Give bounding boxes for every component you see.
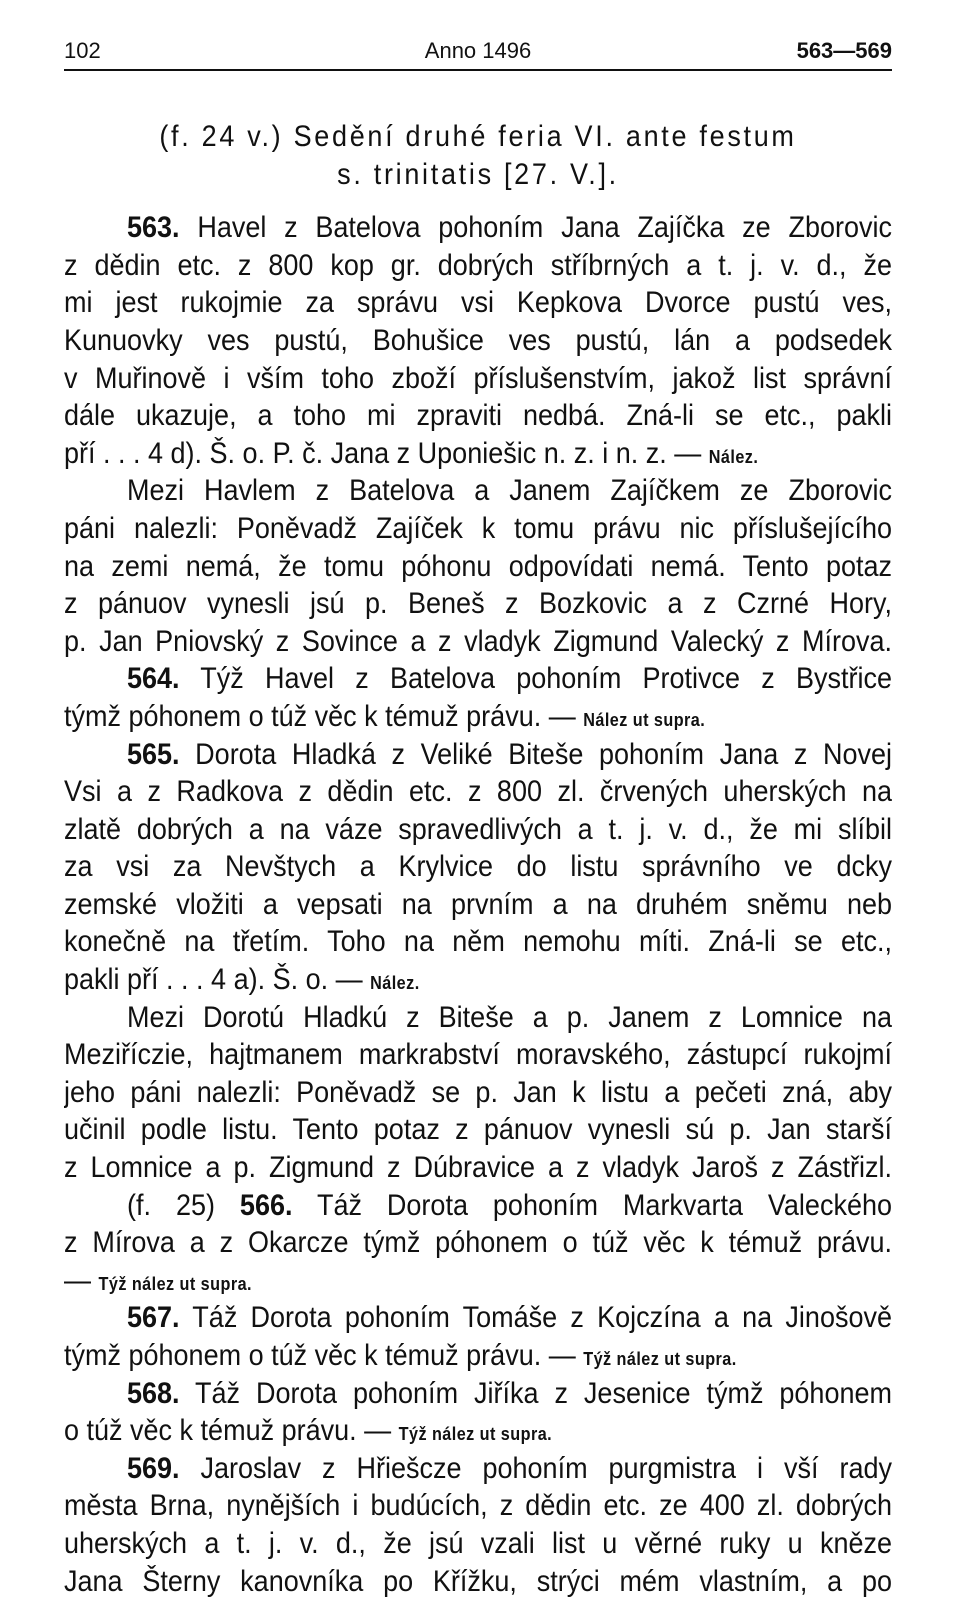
text-line: učinil podle listu. Tento potaz z pánuov vynesli sú p. Jan starší <box>64 1113 892 1147</box>
text-run: Jaroslav z Hřiešcze pohoním purgmistra i vší rady <box>200 1451 892 1485</box>
text-line: zemské vložiti a vepsati na prvním a na druhém sněmu neb <box>64 887 892 921</box>
entry-566-line <box>64 1187 892 1225</box>
text-line: Kunuovky ves pustú, Bohušice ves pustú, lán a podsedek <box>64 323 892 357</box>
entry-number: 566. <box>239 1188 293 1222</box>
text-line: z Lomnice a p. Zigmund z Dúbravice a z vladyk Jaroš z Zástřizl. <box>64 1151 892 1185</box>
text-line: Vsi a z Radkova z dědin etc. z 800 zl. črvených uherských na <box>64 775 892 809</box>
running-head <box>64 36 892 66</box>
entry-number: 564. <box>127 662 180 696</box>
text-line: mi jest rukojmie za správu vsi Kepkova Dvorce pustú ves, <box>64 286 892 320</box>
text-line: města Brna, nynějších i budúcích, z dědin etc. ze 400 zl. dobrých <box>64 1489 892 1523</box>
text-line <box>64 435 892 473</box>
text-line <box>64 1262 892 1300</box>
verdict-label: Týž nález ut supra. <box>583 1349 737 1369</box>
entry-number: 565. <box>127 737 180 771</box>
text-line: Mezi Havlem z Batelova a Janem Zajíčkem ze Zborovic <box>127 474 892 508</box>
session-heading-line-2: s. trinitatis [27. V.]. <box>337 157 619 191</box>
header-rule <box>64 69 892 71</box>
entry-number: 567. <box>127 1301 180 1335</box>
entry-564-line <box>64 660 892 698</box>
entry-number: 563. <box>127 211 180 245</box>
text-run: Táž Dorota pohoním Jiříka z Jesenice týmž póhonem <box>195 1376 892 1410</box>
running-title-year: Anno 1496 <box>424 38 532 63</box>
entry-number: 569. <box>127 1451 180 1485</box>
entry-567-line <box>64 1299 892 1337</box>
text-run: Dorota Hladká z Veliké Biteše pohoním Jana z Novej <box>195 737 892 771</box>
entry-number: 568. <box>127 1376 180 1410</box>
entry-range: 563—569 <box>796 38 892 63</box>
entry-563-line <box>64 209 892 247</box>
entry-565-line <box>64 736 892 774</box>
text-run: pakli pří . . . 4 a). Š. o. — <box>64 963 363 997</box>
text-line: jeho páni nalezli: Poněvadž se p. Jan k listu a pečeti zná, aby <box>64 1075 892 1109</box>
text-run: Týž Havel z Batelova pohoním Protivce z Bystřice <box>200 662 892 696</box>
text-line: na zemi nemá, že tomu póhonu odpovídati nemá. Tento potaz <box>64 549 892 583</box>
text-line <box>64 698 892 736</box>
text-line: za vsi za Nevštych a Krylvice do listu správního ve dcky <box>64 850 892 884</box>
text-run: týmž póhonem o túž věc k témuž právu. — <box>64 1339 576 1372</box>
verdict-label: Týž nález ut supra. <box>398 1424 553 1445</box>
text-line <box>64 1412 892 1450</box>
page-body <box>64 118 892 1600</box>
spacer <box>64 193 892 209</box>
verdict-label: Nález ut supra. <box>583 709 706 730</box>
entry-568-line <box>64 1375 892 1413</box>
text-line: uherských a t. j. v. d., že jsú vzali list u věrné ruky u kněze <box>64 1526 892 1560</box>
text-line <box>64 961 892 999</box>
text-line: p. Jan Pniovský z Sovince a z vladyk Zigmund Valecký z Mírova. <box>64 624 892 658</box>
text-line: v Muřinově i vším toho zboží příslušenstvím, jakož list správní <box>64 361 892 395</box>
text-line: z pánuov vynesli jsú p. Beneš z Bozkovic a z Czrné Hory, <box>64 587 892 621</box>
text-line: dále ukazuje, a toho mi zpraviti nedbá. Zná-li se etc., pakli <box>64 399 892 433</box>
text-run: týmž póhonem o túž věc k témuž právu. — <box>64 699 576 733</box>
entry-569-line <box>64 1450 892 1488</box>
page-number: 102 <box>64 38 101 63</box>
text-line: z Mírova a z Okarcze týmž póhonem o túž věc k témuž právu. <box>64 1226 892 1260</box>
verdict-label: Nález. <box>708 446 759 467</box>
text-run: — <box>64 1263 91 1297</box>
text-run: Táž Dorota pohoním Markvarta Valeckého <box>316 1188 892 1222</box>
verdict-label: Nález. <box>370 973 420 994</box>
text-line: Jana Šterny kanovníka po Křížku, strýci mém vlastním, a po <box>64 1564 892 1598</box>
text-line: z dědin etc. z 800 kop gr. dobrých stříbrných a t. j. v. d., že <box>64 248 892 282</box>
text-run: o túž věc k témuž právu. — <box>64 1414 392 1448</box>
text-line: konečně na třetím. Toho na něm nemohu míti. Zná-li se etc., <box>64 925 892 959</box>
session-heading-line-1: (f. 24 v.) Sedění druhé feria VI. ante festum <box>159 120 797 153</box>
text-line: zlatě dobrých a na váze spravedlivých a t. j. v. d., že mi slíbil <box>64 812 892 846</box>
text-run: Havel z Batelova pohoním Jana Zajíčka ze Zborovic <box>197 211 892 245</box>
verdict-label: Týž nález ut supra. <box>98 1273 253 1294</box>
text-line: Meziříczie, hajtmanem markrabství moravského, zástupcí rukojmí <box>64 1038 892 1072</box>
text-run: pří . . . 4 d). Š. o. P. č. Jana z Uponiešic n. z. i n. z. — <box>64 436 702 470</box>
text-line: Mezi Dorotú Hladkú z Biteše a p. Janem z Lomnice na <box>127 1000 892 1034</box>
text-line <box>64 1337 892 1375</box>
text-run: Táž Dorota pohoním Tomáše z Kojczína a na Jinošově <box>192 1301 892 1335</box>
text-line: páni nalezli: Poněvadž Zajíček k tomu právu nic příslušejícího <box>64 511 892 545</box>
folio-marker: (f. 25) <box>127 1188 215 1222</box>
